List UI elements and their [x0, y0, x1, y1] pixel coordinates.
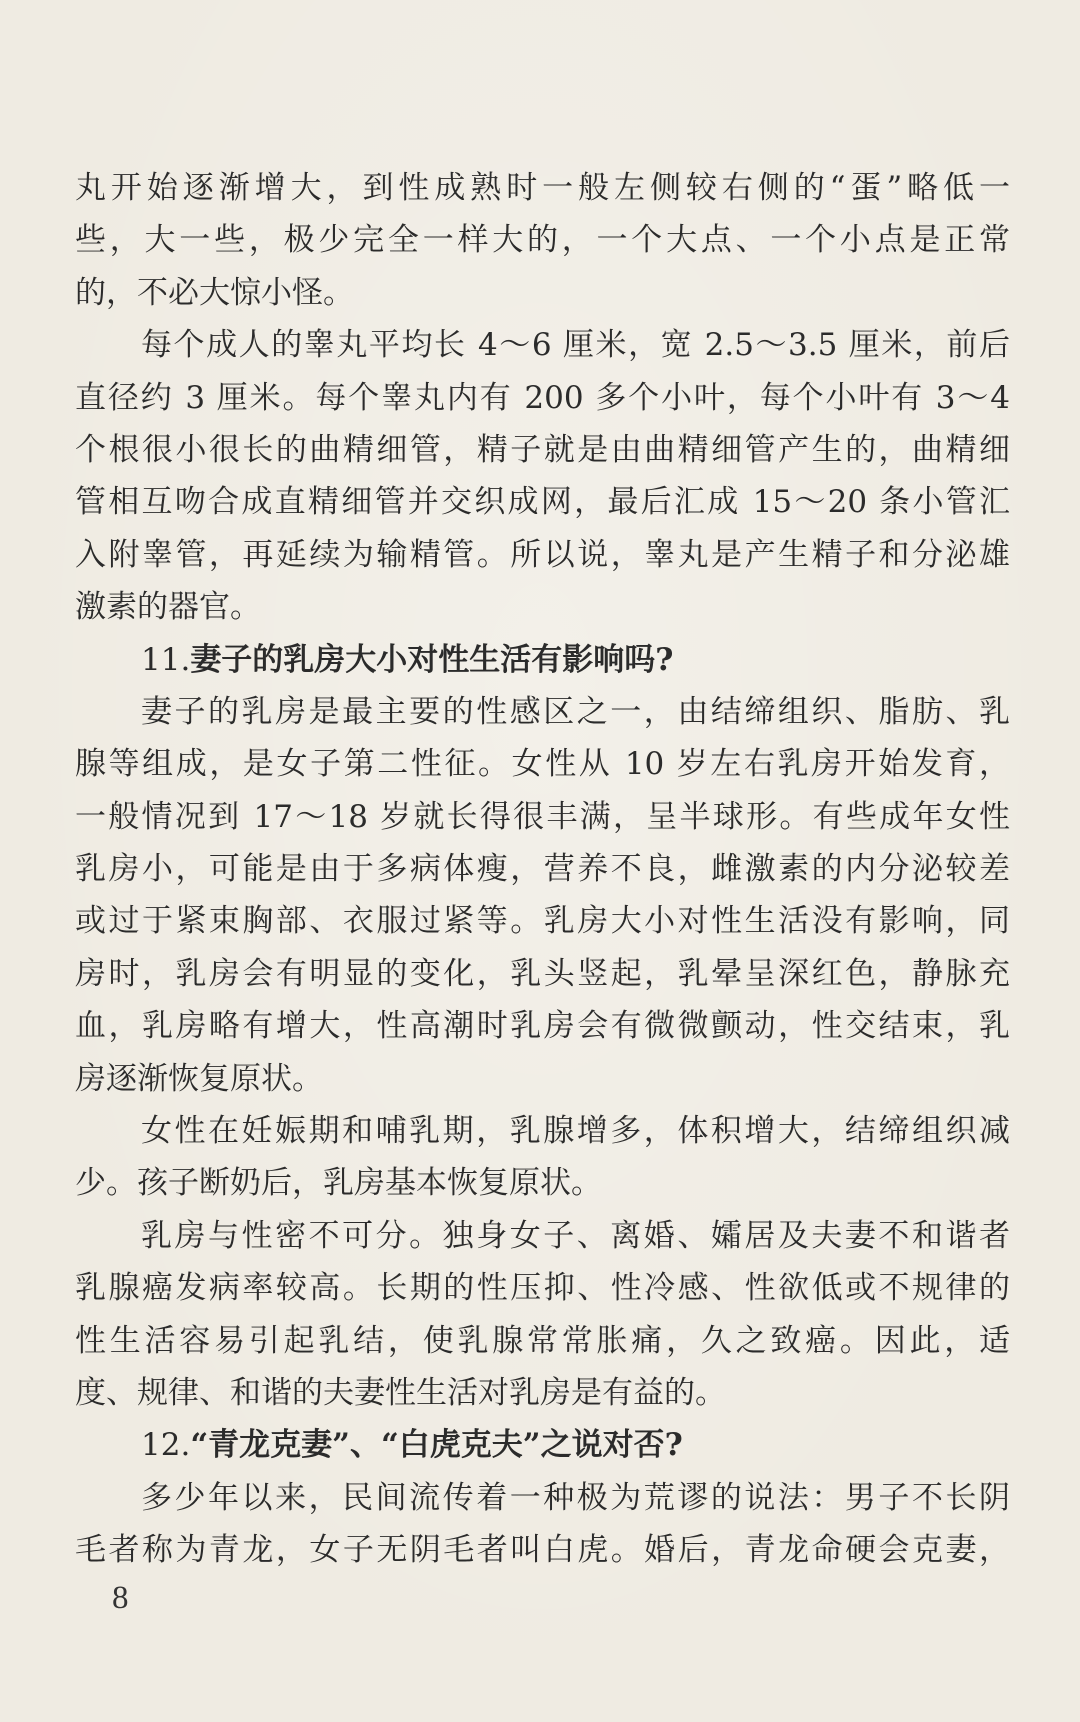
section-title: “青龙克妻”、“白虎克夫”之说对否?	[190, 1427, 683, 1464]
text-line: 的，不必大惊小怪。	[75, 274, 354, 311]
text-line: 腺等组成，是女子第二性征。女性从 10 岁左右乳房开始发育，	[75, 746, 1010, 783]
text-line: 乳房小，可能是由于多病体瘦，营养不良，雌激素的内分泌较差	[75, 851, 1010, 888]
text-line: 女性在妊娠期和哺乳期，乳腺增多，体积增大，结缔组织减	[141, 1113, 1010, 1150]
text-line: 性生活容易引起乳结，使乳腺常常胀痛，久之致癌。因此，适	[75, 1322, 1010, 1359]
text-line: 激素的器官。	[75, 589, 261, 626]
section-heading-11	[75, 634, 1010, 686]
page-number: 8	[112, 1580, 129, 1616]
text-line: 一般情况到 17～18 岁就长得很丰满，呈半球形。有些成年女性	[75, 798, 1010, 835]
section-heading-12	[75, 1419, 1010, 1471]
text-line: 房时，乳房会有明显的变化，乳头竖起，乳晕呈深红色，静脉充	[75, 955, 1010, 992]
text-line: 度、规律、和谐的夫妻性生活对乳房是有益的。	[75, 1374, 726, 1411]
text-line: 或过于紧束胸部、衣服过紧等。乳房大小对性生活没有影响，同	[75, 903, 1010, 940]
text-line: 入附睾管，再延续为输精管。所以说，睾丸是产生精子和分泌雄	[75, 536, 1010, 573]
text-line: 丸开始逐渐增大，到性成熟时一般左侧较右侧的“蛋”略低一	[75, 170, 1010, 206]
section-number: 11.	[141, 641, 191, 678]
text-line: 毛者称为青龙，女子无阴毛者叫白虎。婚后，青龙命硬会克妻，	[75, 1532, 1010, 1569]
text-line: 多少年以来，民间流传着一种极为荒谬的说法：男子不长阴	[141, 1479, 1010, 1516]
section-title: 妻子的乳房大小对性生活有影响吗?	[190, 641, 674, 678]
text-line: 些，大一些，极少完全一样大的，一个大点、一个小点是正常	[75, 222, 1010, 259]
text-line: 乳房与性密不可分。独身女子、离婚、孀居及夫妻不和谐者	[141, 1217, 1010, 1254]
text-line: 血，乳房略有增大，性高潮时乳房会有微微颤动，性交结束，乳	[75, 1008, 1010, 1045]
text-line: 管相互吻合成直精细管并交织成网，最后汇成 15～20 条小管汇	[75, 484, 1010, 521]
text-line: 妻子的乳房是最主要的性感区之一，由结缔组织、脂肪、乳	[141, 693, 1010, 730]
text-line: 乳腺癌发病率较高。长期的性压抑、性冷感、性欲低或不规律的	[75, 1270, 1010, 1307]
text-line: 直径约 3 厘米。每个睾丸内有 200 多个小叶，每个小叶有 3～4	[75, 379, 1010, 416]
text-line: 个根很小很长的曲精细管，精子就是由曲精细管产生的，曲精细	[75, 431, 1010, 468]
section-number: 12.	[141, 1427, 191, 1464]
text-line: 房逐渐恢复原状。	[75, 1060, 323, 1097]
text-line: 少。孩子断奶后，乳房基本恢复原状。	[75, 1165, 602, 1202]
text-line: 每个成人的睾丸平均长 4～6 厘米，宽 2.5～3.5 厘米，前后	[141, 327, 1010, 364]
page-body-text	[75, 162, 1010, 1577]
